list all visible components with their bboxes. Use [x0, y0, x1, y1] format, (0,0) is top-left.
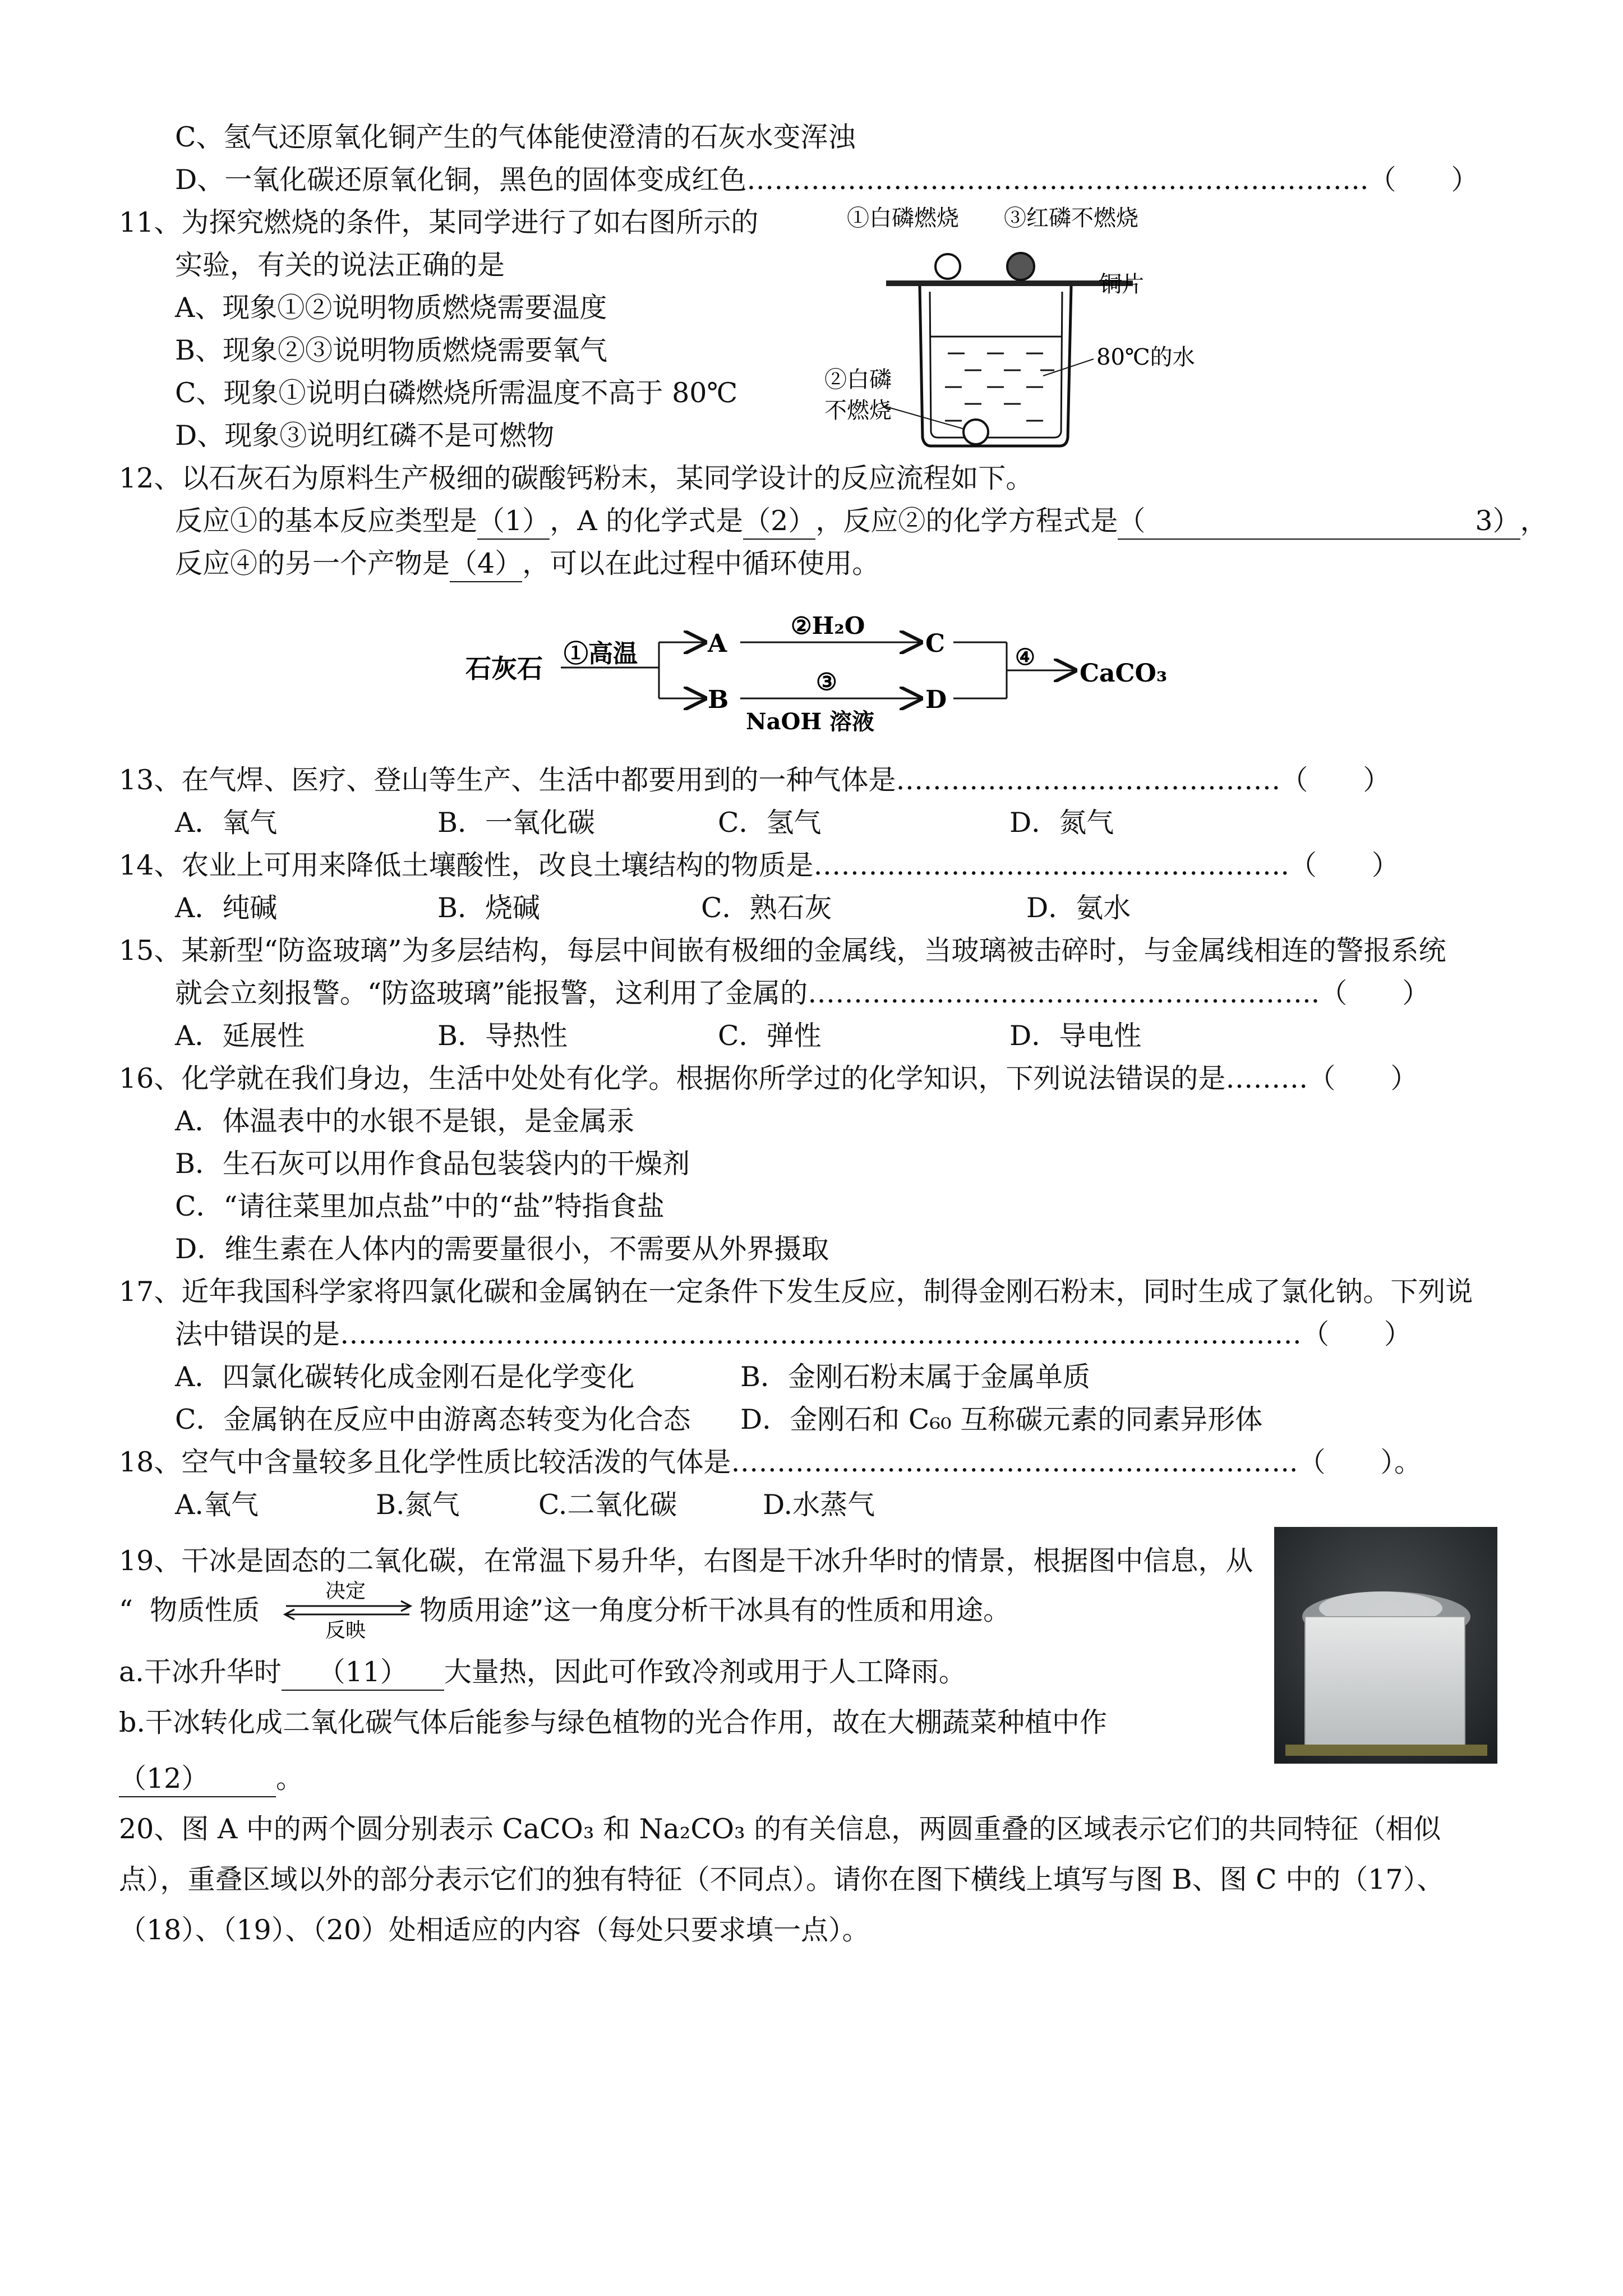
white-phosphorus-icon [935, 254, 960, 279]
q11-option-c: C、现象①说明白磷燃烧所需温度不高于 80℃ [175, 377, 738, 409]
q17-option-c: C．金属钠在反应中由游离态转变为化合态 [175, 1404, 691, 1435]
q14-option-a: A．纯碱 [175, 892, 278, 924]
q19-blank-11[interactable]: （11） [282, 1655, 444, 1691]
flow-step1: ①高温 [564, 639, 638, 668]
q13-option-a: A．氧气 [175, 807, 278, 839]
q18-option-a: A.氧气 [175, 1489, 259, 1521]
q16-option-c: C．“请往菜里加点盐”中的“盐”特指食盐 [175, 1190, 665, 1222]
submerged-white-phosphorus-icon [963, 420, 988, 444]
q12-blank-3[interactable]: （ 3） [1118, 504, 1520, 540]
q13-option-b: B．一氧化碳 [437, 807, 596, 839]
q16-option-b: B．生石灰可以用作食品包装袋内的干燥剂 [175, 1148, 690, 1180]
fig-label-copper: 铜片 [1099, 272, 1144, 297]
reflect-label: 反映 [325, 1619, 366, 1642]
q14-option-b: B．烧碱 [437, 892, 541, 924]
q12-blank-4[interactable]: （4） [450, 546, 522, 582]
q12-reaction-flow [465, 611, 1195, 740]
q12-blank-2[interactable]: （2） [743, 504, 815, 540]
flow-product: CaCO₃ [1080, 659, 1168, 688]
flow-step2: ②H₂O [791, 612, 865, 639]
flow-node-b: B [708, 685, 729, 714]
q12-line3: 反应④的另一个产物是（4），可以在此过程中循环使用。 [175, 546, 879, 582]
q12-line2: 反应①的基本反应类型是（1），A 的化学式是（2），反应②的化学方程式是（ 3）， [175, 504, 1548, 540]
fig-label-white-p-burns: ①白磷燃烧 [847, 205, 959, 231]
q17-option-d: D．金刚石和 C₆₀ 互称碳元素的同素异形体 [740, 1404, 1263, 1435]
q14-stem: 14、农业上可用来降低土壤酸性，改良土壤结构的物质是…………………………………………….（ ） [119, 849, 1399, 881]
flow-step4: ④ [1015, 644, 1035, 670]
decide-label: 决定 [325, 1581, 366, 1603]
dry-ice-photo [1274, 1527, 1497, 1764]
red-phosphorus-icon [1007, 253, 1034, 280]
q16-option-a: A．体温表中的水银不是银，是金属汞 [175, 1105, 635, 1137]
q15-option-a: A．延展性 [175, 1020, 305, 1052]
q17-stem-line1: 17、近年我国科学家将四氯化碳和金属钠在一定条件下发生反应，制得金刚石粉末，同时生成了氯化钠。下列说 [119, 1276, 1473, 1308]
q13-stem: 13、在气焊、医疗、登山等生产、生活中都要用到的一种气体是……………………………………（ ） [119, 764, 1391, 796]
q11-option-a: A、现象①②说明物质燃烧需要温度 [175, 292, 607, 324]
q17-option-b: B．金刚石粉末属于金属单质 [740, 1361, 1091, 1393]
q15-option-d: D．导电性 [1009, 1020, 1142, 1052]
q15-stem-line2: 就会立刻报警。“防盗玻璃”能报警，这利用了金属的………………………………………………..（ ） [175, 977, 1430, 1009]
q19-part-b: b.干冰转化成二氧化碳气体后能参与绿色植物的光合作用，故在大棚蔬菜种植中作 [119, 1706, 1107, 1738]
q19-part-a: a.干冰升华时 （11） 大量热，因此可作致冷剂或用于人工降雨。 [119, 1655, 966, 1691]
q16-option-d: D．维生素在人体内的需要量很小，不需要从外界摄取 [175, 1233, 829, 1265]
q11-stem-line1: 11、为探究燃烧的条件，某同学进行了如右图所示的 [119, 206, 759, 238]
q13-option-d: D．氮气 [1009, 807, 1114, 839]
flow-node-c: C [925, 629, 946, 658]
flow-step3: ③ [816, 668, 837, 696]
q12-stem: 12、以石灰石为原料生产极细的碳酸钙粉末，某同学设计的反应流程如下。 [119, 462, 1034, 494]
q13-option-c: C．氢气 [718, 807, 822, 839]
fig-label-submerged-p-2: 不燃烧 [824, 398, 892, 424]
q18-option-d: D.水蒸气 [763, 1489, 875, 1521]
q11-option-d: D、现象③说明红磷不是可燃物 [175, 420, 555, 452]
q11-combustion-figure [819, 196, 1211, 460]
q11-option-b: B、现象②③说明物质燃烧需要氧气 [175, 334, 608, 366]
q18-option-b: B.氮气 [376, 1489, 460, 1521]
fig-label-red-p-no-burn: ③红磷不燃烧 [1004, 205, 1138, 231]
flow-step3-reagent: NaOH 溶液 [746, 708, 875, 735]
fig-label-water: 80℃的水 [1096, 344, 1195, 370]
water-dashes [931, 337, 1061, 421]
q15-stem-line1: 15、某新型“防盗玻璃”为多层结构，每层中间嵌有极细的金属线，当玻璃被击碎时，与金属线相连的警报系统 [119, 935, 1446, 967]
flow-start: 石灰石 [465, 654, 543, 684]
q19-part-b-tail: （12） 。 [119, 1761, 303, 1797]
beaker-icon [920, 286, 1071, 446]
q18-option-c: C.二氧化碳 [538, 1489, 677, 1521]
q17-option-a: A．四氯化碳转化成金刚石是化学变化 [175, 1361, 635, 1393]
flow-node-d: D [925, 685, 947, 714]
q20-line1: 20、图 A 中的两个圆分别表示 CaCO₃ 和 Na₂CO₃ 的有关信息，两圆重叠的区域表示它们的共同特征（相似 [119, 1813, 1441, 1845]
q11-stem-line2: 实验，有关的说法正确的是 [175, 249, 505, 281]
q10-option-c: C、氢气还原氧化铜产生的气体能使澄清的石灰水变浑浊 [175, 121, 856, 153]
q14-option-c: C．熟石灰 [701, 892, 832, 924]
fig-label-submerged-p-1: ②白磷 [824, 367, 892, 393]
q20-line2: 点），重叠区域以外的部分表示它们的独有特征（不同点）。请你在图下横线上填写与图 B、图 C 中的（17）、 [119, 1864, 1445, 1895]
flow-node-a: A [708, 629, 727, 658]
q15-option-c: C．弹性 [718, 1020, 822, 1052]
q19-blank-12[interactable]: （12） [119, 1761, 276, 1797]
q19-stem-line2b: 物质用途”这一角度分析干冰具有的性质和用途。 [419, 1594, 1011, 1626]
q19-stem-line1: 19、干冰是固态的二氧化碳，在常温下易升华，右图是干冰升华时的情景，根据图中信息，从 [119, 1545, 1253, 1577]
q17-stem-line2: 法中错误的是……………………………………………………………………………………………（ ） [175, 1318, 1412, 1350]
q19-stem-line2: “ 物质性质 [119, 1594, 260, 1626]
q20-line3: （18）、（19）、（20）处相适应的内容（每处只要求填一点）。 [119, 1914, 870, 1946]
q14-option-d: D．氨水 [1026, 892, 1131, 924]
q16-stem: 16、化学就在我们身边，生活中处处有化学。根据你所学过的化学知识，下列说法错误的是………（ ） [119, 1062, 1418, 1094]
copper-plate [886, 280, 1133, 286]
q12-blank-1[interactable]: （1） [477, 504, 550, 540]
q10-option-d: D、一氧化碳还原氧化铜，黑色的固体变成红色…………………………………………………………..（ ） [175, 164, 1479, 196]
q19-decide-reflect-arrows [280, 1581, 421, 1642]
q18-stem: 18、空气中含量较多且化学性质比较活泼的气体是……………………………………………………..（ ）。 [119, 1446, 1422, 1478]
q15-option-b: B．导热性 [437, 1020, 568, 1052]
